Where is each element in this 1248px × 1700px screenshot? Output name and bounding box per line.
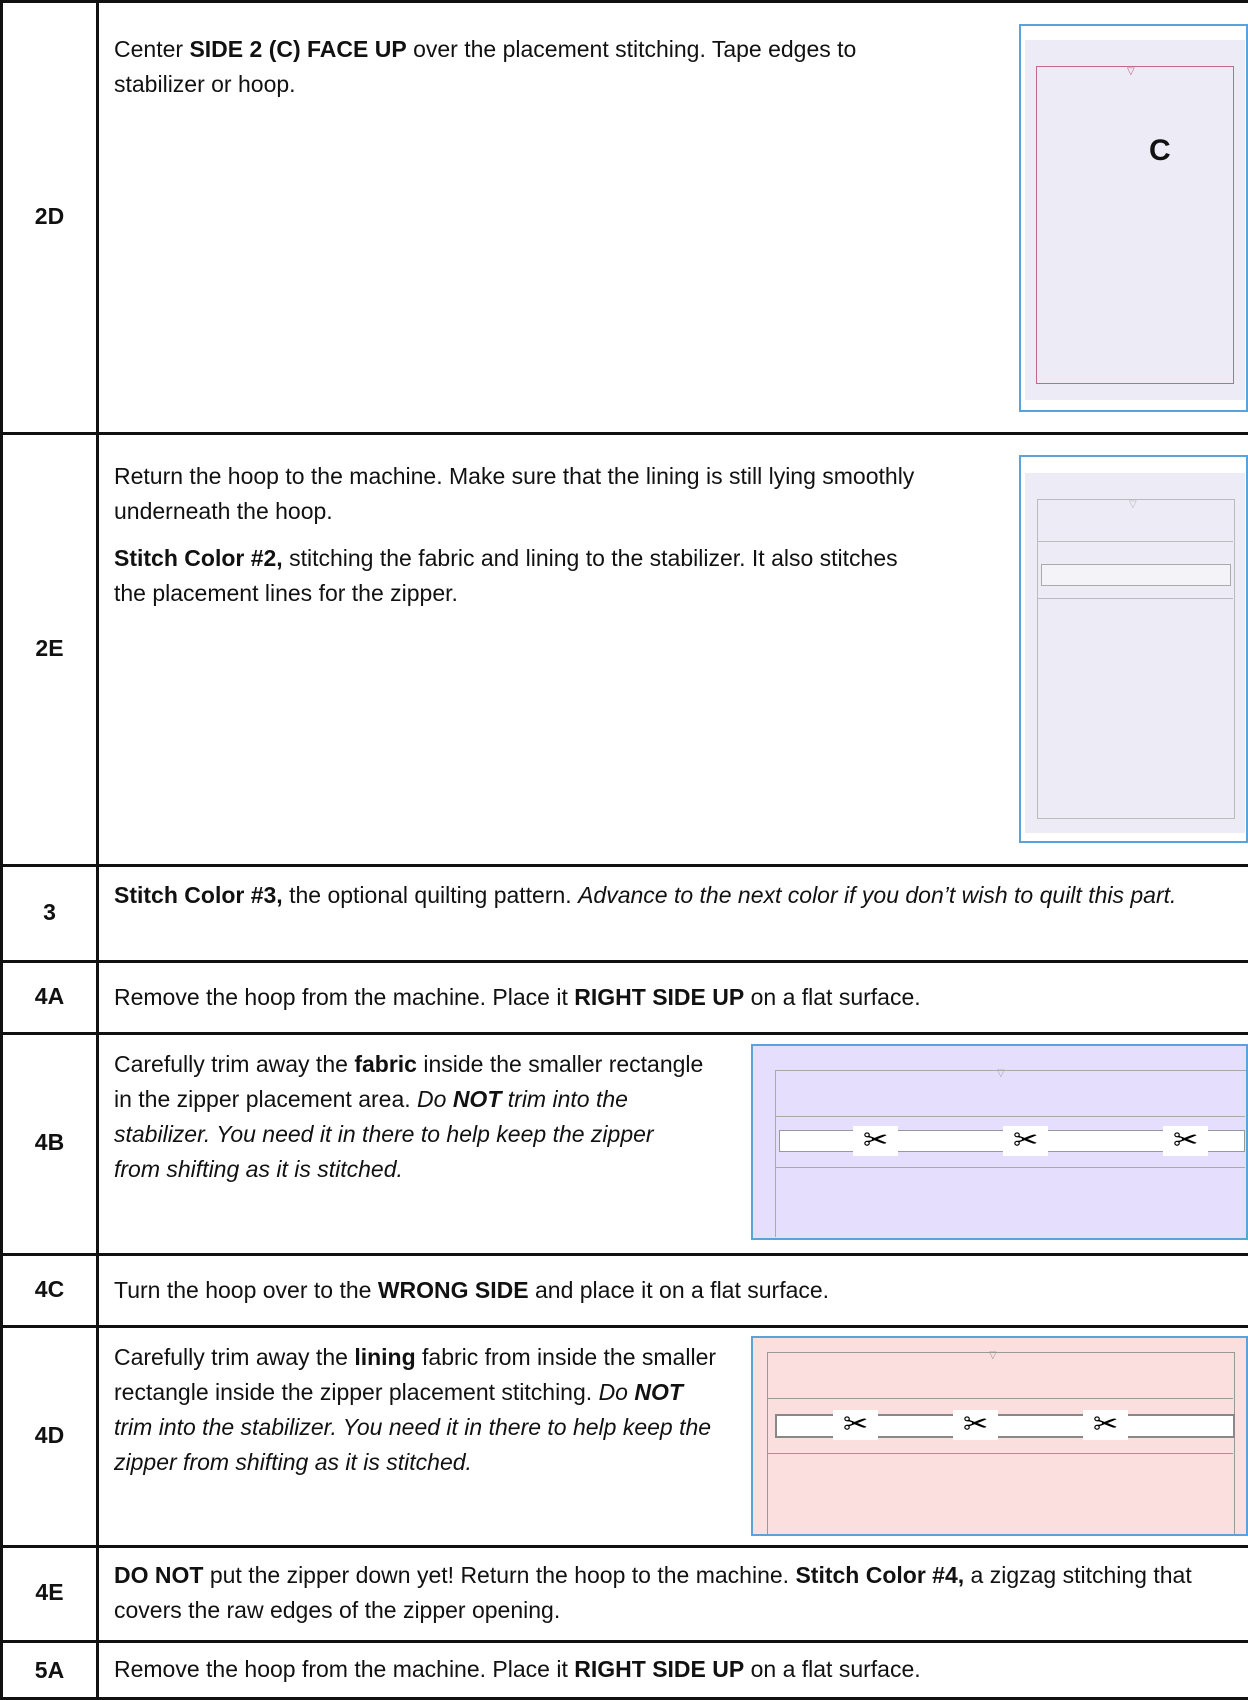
panel-label: C (1149, 134, 1171, 167)
triangle-marker-icon: ▽ (1127, 66, 1135, 77)
hoop-diagram-side-c (1019, 24, 1248, 412)
text-run-italic: trim into the stabilizer. You need it in there to help keep the zipper from shifting as it is stitched. (114, 1086, 654, 1182)
scissors-icon: ✂ (853, 1126, 898, 1156)
text-run: the optional quilting pattern. (282, 882, 579, 908)
step-number: 4E (35, 1579, 64, 1605)
text-run: stitching the fabric and lining to the stabilizer. It also stitches the placement lines for the zipper. (114, 545, 898, 606)
zipper-window (1041, 564, 1231, 586)
text-run: put the zipper down yet! Return the hoop to the machine. (203, 1562, 796, 1588)
text-run: over the placement stitching. Tape edges to stabilizer or hoop. (114, 36, 857, 97)
step-text (114, 1652, 1224, 1687)
text-run-italic: trim into the stabilizer. You need it in there to help keep the zipper from shifting as it is stitched. (114, 1414, 712, 1475)
step-text (114, 980, 1224, 1015)
scissors-icon: ✂ (833, 1410, 878, 1440)
placement-stitching (1036, 66, 1234, 384)
text-run-bold: Stitch Color #4, (795, 1562, 965, 1588)
text-run-bold: RIGHT SIDE UP (574, 1656, 745, 1682)
text-run: Remove the hoop from the machine. Place it (114, 984, 575, 1010)
step-number: 4D (34, 1421, 65, 1448)
hoop-diagram-trim-fabric (751, 1044, 1248, 1240)
step-number: 5A (34, 1656, 65, 1683)
text-run-bold: WRONG SIDE (377, 1277, 529, 1303)
text-run: Remove the hoop from the machine. Place it (114, 1656, 575, 1682)
text-run: and place it on a flat surface. (528, 1277, 830, 1303)
hoop-diagram-zipper-placement (1019, 455, 1248, 843)
scissors-icon: ✂ (1163, 1126, 1208, 1156)
paragraph (114, 541, 934, 611)
scissors-icon: ✂ (953, 1410, 998, 1440)
scissors-icon: ✂ (1003, 1126, 1048, 1156)
text-run-bold-italic: NOT (452, 1086, 502, 1112)
text-run: fabric from inside the smaller rectangle inside the zipper placement stitching. (114, 1344, 717, 1405)
text-run-bold: DO NOT (114, 1562, 204, 1588)
text-run-bold: lining (354, 1344, 416, 1370)
triangle-marker-icon: ▽ (989, 1350, 997, 1361)
text-run: Center (114, 36, 190, 62)
step-number: 2E (35, 634, 64, 661)
step-text (114, 459, 934, 623)
triangle-marker-icon: ▽ (1129, 499, 1137, 510)
text-run: inside the smaller rectangle in the zipper placement area. (114, 1051, 704, 1112)
step-text (114, 32, 934, 102)
step-number: 3 (43, 898, 56, 925)
text-run-italic: Advance to the next color if you don’t wish to quilt this part. (578, 882, 1177, 908)
text-run-bold: RIGHT SIDE UP (574, 984, 745, 1010)
step-number: 4A (34, 982, 65, 1009)
step-text (114, 1273, 1224, 1308)
text-run-bold: Stitch Color #3, (114, 882, 283, 908)
text-run-bold: SIDE 2 (C) FACE UP (189, 36, 407, 62)
text-run: Carefully trim away the (114, 1051, 355, 1077)
text-run: on a flat surface. (744, 1656, 921, 1682)
hoop-diagram-trim-lining (751, 1336, 1248, 1536)
step-text (114, 1047, 704, 1187)
text-run-bold: fabric (354, 1051, 417, 1077)
text-run: on a flat surface. (744, 984, 921, 1010)
text-run: Turn the hoop over to the (114, 1277, 378, 1303)
text-run-bold: Stitch Color #2, (114, 545, 283, 571)
triangle-marker-icon: ▽ (997, 1068, 1005, 1079)
text-run: a zigzag stitching that covers the raw edges of the zipper opening. (114, 1562, 1192, 1623)
scissors-icon: ✂ (1083, 1410, 1128, 1440)
step-number: 4B (34, 1129, 65, 1155)
text-run-italic: Do (598, 1379, 635, 1405)
step-text (114, 878, 1224, 913)
step-number: 2D (34, 202, 65, 229)
step-text (114, 1340, 724, 1480)
text-run-italic: Do (417, 1086, 453, 1112)
step-text (114, 1558, 1224, 1628)
text-run-bold-italic: NOT (634, 1379, 683, 1405)
paragraph: Return the hoop to the machine. Make sure that the lining is still lying smoothly underneath the hoop. (114, 463, 915, 524)
step-number: 4C (34, 1275, 65, 1302)
text-run: Carefully trim away the (114, 1344, 355, 1370)
